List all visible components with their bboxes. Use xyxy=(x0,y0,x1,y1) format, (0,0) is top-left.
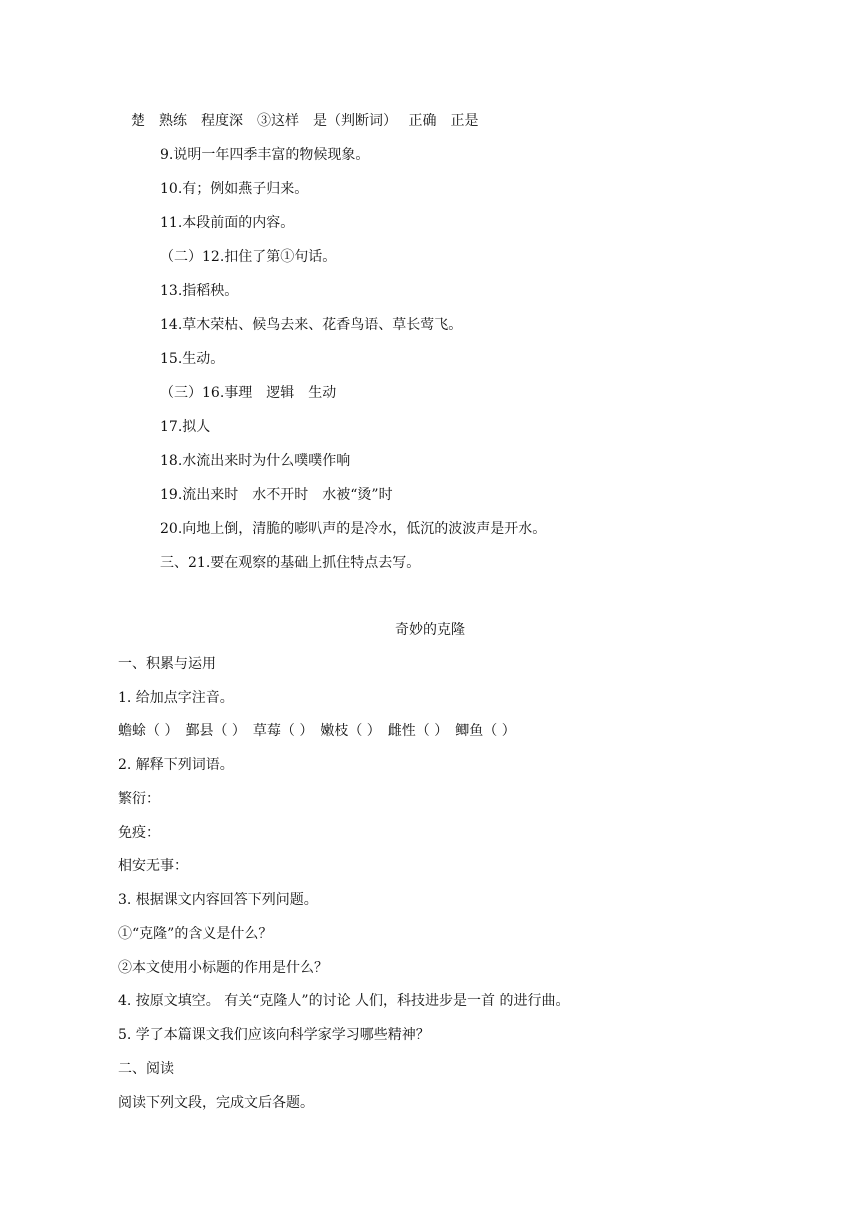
answer-item-13: 13.指稻秧。 xyxy=(160,283,239,299)
exercise-q5: 5. 学了本篇课文我们应该向科学家学习哪些精神？ xyxy=(118,1027,430,1043)
exercise-q2-term-2: 免疫： xyxy=(118,825,160,841)
answer-item-20: 20.向地上倒，清脆的嘭叭声的是冷水，低沉的波波声是开水。 xyxy=(160,521,547,537)
answer-item-12: （二）12.扣住了第①句话。 xyxy=(160,249,337,265)
answer-item-15: 15.生动。 xyxy=(160,351,225,367)
exercise-q2-term-3: 相安无事： xyxy=(118,858,188,874)
section-title: 奇妙的克隆 xyxy=(395,622,465,638)
answer-line-0: 楚 熟练 程度深 ③这样 是（判断词） 正确 正是 xyxy=(131,113,479,129)
exercise-q1: 1. 给加点字注音。 xyxy=(118,690,234,706)
answer-item-17: 17.拟人 xyxy=(160,419,211,435)
answer-item-21: 三、21.要在观察的基础上抓住特点去写。 xyxy=(160,555,421,571)
exercise-reading-intro: 阅读下列文段，完成文后各题。 xyxy=(118,1095,314,1111)
answer-item-11: 11.本段前面的内容。 xyxy=(160,215,295,231)
exercise-q4: 4. 按原文填空。 有关“克隆人”的讨论 人们，科技进步是一首 的进行曲。 xyxy=(118,993,570,1009)
answer-item-18: 18.水流出来时为什么噗噗作响 xyxy=(160,453,351,469)
answer-item-16: （三）16.事理 逻辑 生动 xyxy=(160,385,337,401)
exercise-heading-2: 二、阅读 xyxy=(118,1061,174,1077)
answer-item-9: 9.说明一年四季丰富的物候现象。 xyxy=(160,147,370,163)
answer-item-14: 14.草木荣枯、候鸟去来、花香鸟语、草长莺飞。 xyxy=(160,317,463,333)
answer-item-19: 19.流出来时 水不开时 水被“烫”时 xyxy=(160,487,393,503)
exercise-q3-sub-2: ②本文使用小标题的作用是什么？ xyxy=(118,960,328,976)
answer-item-10: 10.有；例如燕子归来。 xyxy=(160,181,309,197)
exercise-q1-words: 蟾蜍（ ） 鄞县（ ） 草莓（ ） 嫩枝（ ） 雌性（ ） 鲫鱼（ ） xyxy=(118,723,516,739)
exercise-q3: 3. 根据课文内容回答下列问题。 xyxy=(118,892,318,908)
exercise-q3-sub-1: ①“克隆”的含义是什么？ xyxy=(118,926,273,942)
exercise-heading-1: 一、积累与运用 xyxy=(118,656,216,672)
exercise-q2-term-1: 繁衍： xyxy=(118,791,160,807)
exercise-q2: 2. 解释下列词语。 xyxy=(118,757,234,773)
